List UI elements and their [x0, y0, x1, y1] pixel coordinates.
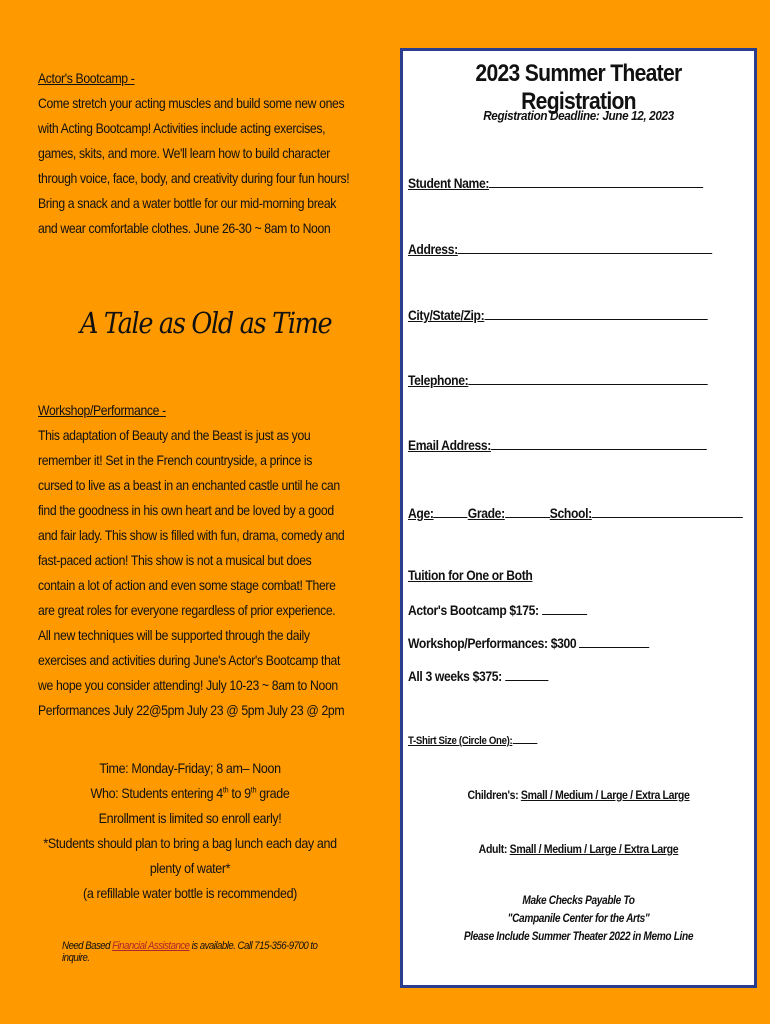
workshop-heading: Workshop/Performance -: [38, 403, 166, 418]
registration-deadline: Registration Deadline: June 12, 2023: [483, 108, 674, 123]
workshop-description: This adaptation of Beauty and the Beast is just as you remember it! Set in the French countryside, a prince is cursed to live as a beast in an enchanted castle until he can find the goodness in his own heart and be loved by a good and fair lady. This show is filled with fun, drama, comedy and fast-paced action! This show is not a musical but does contain a lot of action and even some stage combat! There are great roles for everyone regardless of prior experience. All new techniques will be supported through the daily exercises and activities during June's Actor's Bootcamp that we hope you consider attending! July 10-23 ~ 8am to Noon: [38, 428, 345, 693]
who-line: Who: Students entering 4th to 9th grade: [90, 785, 290, 801]
all-weeks-fee-field[interactable]: All 3 weeks $375:: [408, 667, 548, 684]
form-title: 2023 Summer Theater Registration: [475, 60, 682, 115]
address-field[interactable]: Address:: [408, 240, 712, 257]
tuition-heading: Tuition for One or Both: [408, 568, 533, 583]
student-name-field[interactable]: Student Name:: [408, 174, 703, 191]
financial-assistance-link[interactable]: Financial Assistance: [112, 940, 190, 952]
show-title: A Tale as Old as Time: [80, 306, 332, 340]
bootcamp-description: Come stretch your acting muscles and build some new ones with Acting Bootcamp! Activities include acting exercises, games, skits, and more. We'll learn how to build character through voice, face, body, and creativity during four fun hours! Bring a snack and a water bottle for our mid-morning break and wear comfortable clothes. June 26-30 ~ 8am to Noon: [38, 96, 350, 236]
children-size-options[interactable]: Children's: Small / Medium / Large / Extra Large: [467, 788, 690, 802]
email-field[interactable]: Email Address:: [408, 436, 707, 453]
bootcamp-section: [38, 66, 350, 241]
workshop-section: [38, 398, 345, 723]
workshop-fee-field[interactable]: Workshop/Performances: $300: [408, 634, 650, 651]
bootcamp-fee-field[interactable]: Actor's Bootcamp $175:: [408, 601, 587, 618]
city-state-zip-field[interactable]: City/State/Zip:: [408, 306, 707, 323]
registration-form: [400, 48, 757, 988]
bootcamp-heading: Actor's Bootcamp -: [38, 71, 135, 86]
performance-dates: Performances July 22@5pm July 23 @ 5pm July 23 @ 2pm: [38, 703, 345, 718]
enrollment-note: Enrollment is limited so enroll early!: [98, 811, 282, 826]
program-details: [43, 756, 337, 906]
time-line: Time: Monday-Friday; 8 am– Noon: [99, 761, 281, 776]
bottle-note: (a refillable water bottle is recommended): [83, 886, 297, 901]
tshirt-size-field[interactable]: T-Shirt Size (Circle One):: [408, 733, 537, 747]
payment-instructions: Make Checks Payable To "Campanile Center for the Arts" Please Include Summer Theater 2022 in Memo Line: [463, 895, 694, 943]
adult-size-options[interactable]: Adult: Small / Medium / Large / Extra Large: [478, 842, 679, 856]
telephone-field[interactable]: Telephone:: [408, 371, 708, 388]
lunch-note: *Students should plan to bring a bag lunch each day and plenty of water*: [43, 836, 337, 876]
age-grade-school-field[interactable]: Age: Grade: School:: [408, 504, 743, 521]
financial-assistance-note: Need Based Financial Assistance is available. Call 715-356-9700 to inquire.: [62, 940, 318, 964]
